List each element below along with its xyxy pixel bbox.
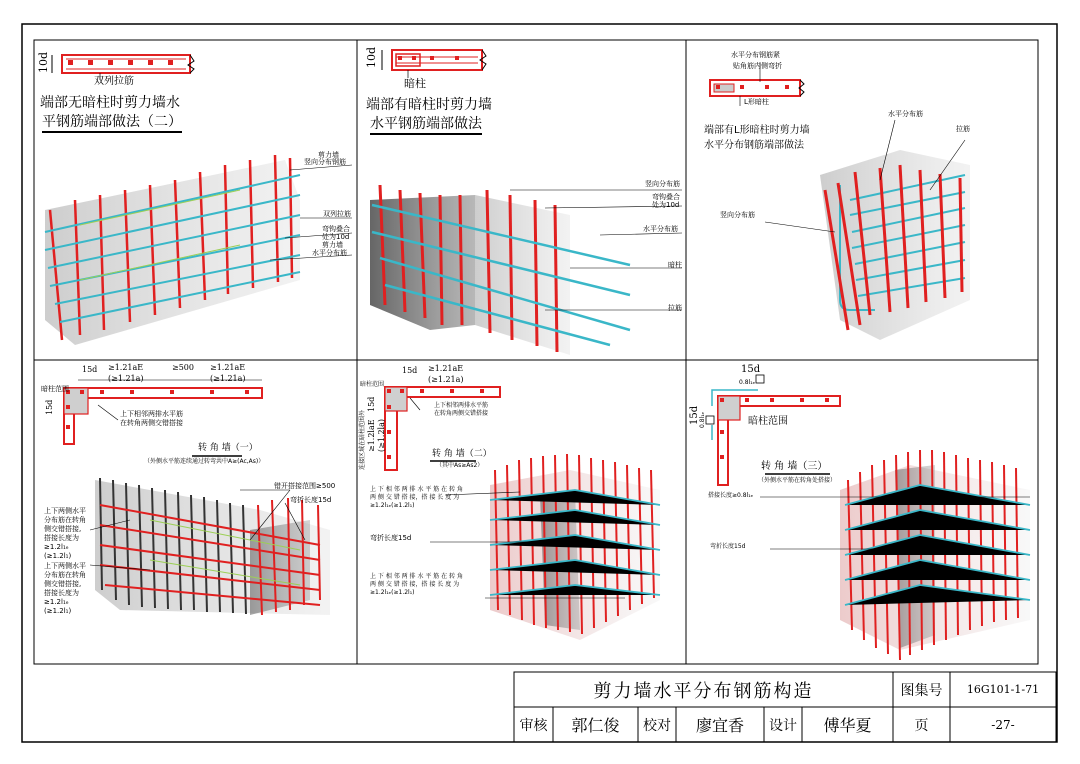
- p1-label-6: 水平分布筋: [312, 249, 347, 257]
- p1-label-5: 剪力墙: [322, 241, 343, 249]
- p3-label-2: 竖向分布筋: [720, 211, 755, 219]
- p5-dim-2: (≥1.21a): [428, 375, 464, 384]
- p4-left1-0: 上下两侧水平: [44, 507, 86, 515]
- p4-left2-2: 侧交错搭接,: [44, 580, 82, 588]
- p3-caption-line2: 水平分布钢筋端部做法: [704, 140, 804, 151]
- check-label: 校对: [643, 717, 671, 734]
- p5-dim-1: ≥1.21aE: [428, 364, 464, 373]
- p2-caption-line2: 水平钢筋端部做法: [370, 117, 482, 135]
- checker-signature: 廖宜香: [695, 716, 744, 735]
- designer-signature: 傅华夏: [823, 716, 872, 735]
- p4-left2-0: 上下两侧水平: [44, 562, 86, 570]
- p4-side-dim: 15d: [45, 399, 54, 415]
- p4-dim-4: (≥1.21a): [108, 374, 144, 383]
- p5-subcaption: （其中As≥As2）: [436, 462, 484, 469]
- p3-label-0: 水平分布筋: [888, 110, 923, 118]
- p4-caption: 转 角 墙（一）: [198, 443, 258, 453]
- p4-note1: 上下相邻两排水平筋: [120, 410, 183, 418]
- p3-col-label: L形暗柱: [744, 98, 769, 106]
- p2-col-label: 暗柱: [404, 77, 426, 90]
- p1-dim: 10d: [37, 51, 50, 73]
- panel-5-3d: [430, 454, 660, 640]
- p1-label-3: 弯钩叠合: [322, 225, 350, 233]
- page-label: 页: [914, 717, 929, 734]
- p4-note2: 在转角两侧交错搭接: [120, 419, 183, 427]
- p5-side-dim-2: (≥1.2la): [377, 419, 386, 452]
- design-label: 设计: [769, 717, 797, 734]
- p1-label-2: 双列拉筋: [323, 210, 351, 218]
- p6-side-dim2: 0.8l₁ₑ: [699, 411, 706, 428]
- p4-dim-2: ≥500: [172, 363, 194, 372]
- drawing-title: 剪力墙水平分布钢筋构造: [593, 680, 814, 702]
- p4-left1-1: 分布筋在转角: [44, 516, 86, 524]
- page-number: -27-: [991, 717, 1015, 732]
- reviewer-signature: 郭仁俊: [571, 716, 620, 735]
- p5-label-3: 弯折长度15d: [370, 534, 412, 542]
- p4-left2-4: ≥1.2l₁ₑ: [44, 598, 69, 606]
- p6-side-dim: 15d: [689, 405, 700, 425]
- p5-dim-0: 15d: [402, 366, 418, 375]
- p6-subcaption: （外侧水平筋在转角处搭接）: [758, 477, 837, 484]
- p2-label-4: 暗柱: [668, 261, 682, 269]
- p5-label-5: 两 侧 交 错 搭 接，搭 接 长 度 为: [370, 581, 460, 588]
- p4-left2-5: (≥1.2l₁): [44, 607, 72, 615]
- p3-label-1: 拉筋: [956, 125, 970, 133]
- p4-left1-5: (≥1.2l₁): [44, 552, 72, 560]
- p5-label-0: 上 下 相 邻 两 排 水 平 筋 在 转 角: [370, 486, 463, 493]
- p2-label-5: 拉筋: [668, 304, 682, 312]
- p6-top-dim: 15d: [741, 364, 761, 375]
- p5-note2: 在转角两侧交错搭接: [434, 410, 489, 417]
- p3-caption-line1: 端部有L形暗柱时剪力墙: [704, 125, 810, 136]
- p2-dim: 10d: [365, 46, 378, 68]
- panel-1-3d: [45, 155, 352, 345]
- p6-top-dim2: 0.8l₁ₑ: [739, 379, 756, 386]
- p6-caption: 转 角 墙（三）: [761, 461, 828, 472]
- p4-subcaption: （外侧水平筋连续通过转弯共中A≥(Ac,As)）: [144, 458, 265, 465]
- p6-label-0: 搭接长度≥0.8l₁ₑ: [708, 492, 754, 499]
- p2-label-1: 弯钩叠合: [652, 193, 680, 201]
- p2-label-2: 处为10d: [652, 201, 680, 209]
- p3-top-label2: 贴角筋内侧弯折: [733, 62, 782, 70]
- p2-caption-line1: 端部有暗柱时剪力墙: [366, 97, 492, 113]
- p4-left2-1: 分布筋在转角: [44, 571, 86, 579]
- panel-2-3d: [370, 185, 682, 355]
- p6-range-label: 暗柱范围: [748, 416, 788, 427]
- panel-3-3d: [765, 120, 970, 340]
- p4-dim-3: ≥1.21aE: [210, 363, 246, 372]
- atlas-label: 图集号: [900, 682, 943, 699]
- p5-label-6: ≥1.2l₁ₑ(≥1.2l₁): [370, 589, 415, 596]
- panel-2-section: [382, 50, 486, 78]
- p5-range-label: 暗柱范围: [360, 381, 385, 388]
- p5-label-2: ≥1.2l₁ₑ(≥1.2l₁): [370, 502, 415, 509]
- p1-label-1: 竖向分布钢筋: [304, 158, 346, 166]
- p4-left2-3: 搭接长度为: [44, 589, 79, 597]
- p5-label-4: 上 下 相 邻 两 排 水 平 筋 在 转 角: [370, 573, 463, 580]
- p6-label-1: 弯折长度15d: [710, 543, 746, 550]
- p2-label-3: 水平分布筋: [643, 225, 678, 233]
- p5-side-dim-1: ≥1.2laE: [367, 419, 376, 452]
- p1-caption-line2: 平钢筋端部做法（二）: [42, 115, 182, 133]
- p1-caption-line1: 端部无暗柱时剪力墙水: [40, 95, 180, 111]
- atlas-number: 16G101-1-71: [966, 683, 1040, 696]
- p4-left1-3: 搭接长度为: [44, 534, 79, 542]
- p1-label-4: 处为10d: [322, 233, 350, 241]
- p4-left1-4: ≥1.2l₁ₑ: [44, 543, 69, 551]
- p5-side-dim-0: 15d: [367, 396, 376, 412]
- p4-dim-1: ≥1.21aE: [108, 363, 144, 372]
- p5-side-range: 连接区域在暗柱范围外: [359, 409, 366, 470]
- review-label: 审核: [519, 717, 548, 734]
- p4-label-0: 错开搭接范围≥500: [274, 482, 336, 490]
- p1-tie-label: 双列拉筋: [94, 76, 134, 87]
- p5-note1: 上下相邻两排水平筋: [434, 402, 489, 409]
- p2-label-0: 竖向分布筋: [645, 180, 680, 188]
- p5-caption: 转 角 墙（二）: [432, 449, 492, 459]
- p4-dim-0: 15d: [82, 365, 98, 374]
- p4-dim-5: (≥1.21a): [210, 374, 246, 383]
- p4-label-1: 弯折长度15d: [290, 496, 332, 504]
- p4-range-label: 暗柱范围: [41, 385, 69, 393]
- p3-top-label1: 水平分布钢筋紧: [731, 51, 780, 59]
- p4-left1-2: 侧交错搭接,: [44, 525, 82, 533]
- p5-label-1: 两 侧 交 错 搭 接，搭 接 长 度 为: [370, 494, 460, 501]
- p1-label-0: 剪力墙: [318, 151, 339, 159]
